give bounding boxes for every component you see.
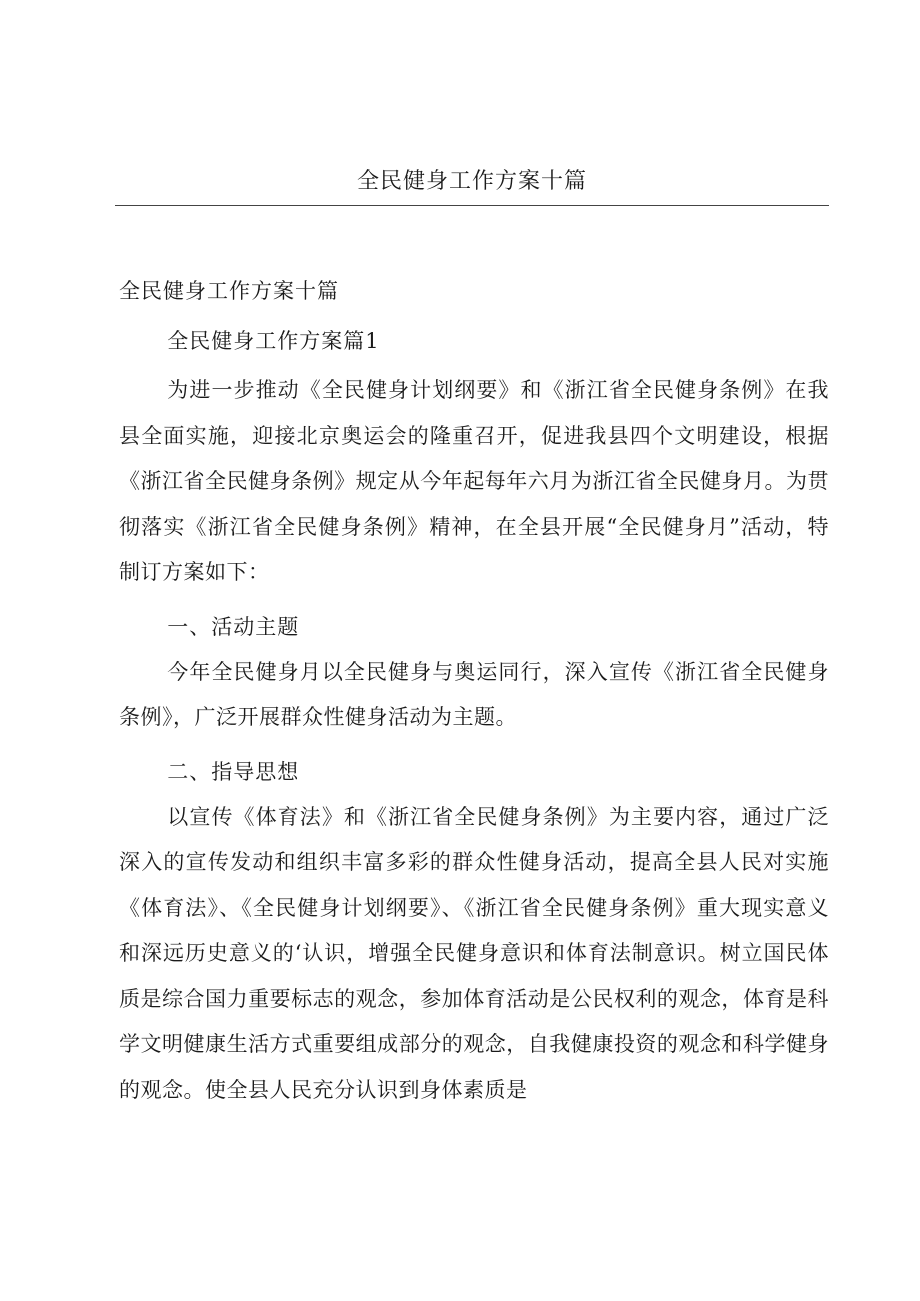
- section-heading-theme: 一、活动主题: [167, 614, 300, 639]
- document-subtitle: 全民健身工作方案篇1: [167, 329, 380, 353]
- section-paragraph-theme: 今年全民健身月以全民健身与奥运同行，深入宣传《浙江省全民健身条例》，广泛开展群众性健身活动为主题。: [119, 659, 829, 729]
- page-header: [115, 168, 829, 206]
- page-header-title: 全民健身工作方案十篇: [356, 169, 587, 194]
- document-body: [119, 272, 829, 1113]
- intro-paragraph: 为进一步推动《全民健身计划纲要》和《浙江省全民健身条例》在我县全面实施，迎接北京奥运会的隆重召开，促进我县四个文明建设，根据《浙江省全民健身条例》规定从今年起每年六月为浙江省全民健身月。为贯彻落实《浙江省全民健身条例》精神，在全县开展“全民健身月”活动，特制订方案如下：: [119, 378, 829, 584]
- section-heading-guiding-thought: 二、指导思想: [167, 759, 300, 784]
- section-paragraph-guiding-thought: 以宣传《体育法》和《浙江省全民健身条例》为主要内容，通过广泛深入的宣传发动和组织丰富多彩的群众性健身活动，提高全县人民对实施《体育法》、《全民健身计划纲要》、《浙江省全民健身条例》重大现实意义和深远历史意义的‘认识，增强全民健身意识和体育法制意识。树立国民体质是综合国力重要标志的观念，参加体育活动是公民权利的观念，体育是科学文明健康生活方式重要组成部分的观念，自我健康投资的观念和科学健身的观念。使全县人民充分认识到身体素质是: [119, 804, 829, 1102]
- document-title: 全民健身工作方案十篇: [119, 279, 339, 303]
